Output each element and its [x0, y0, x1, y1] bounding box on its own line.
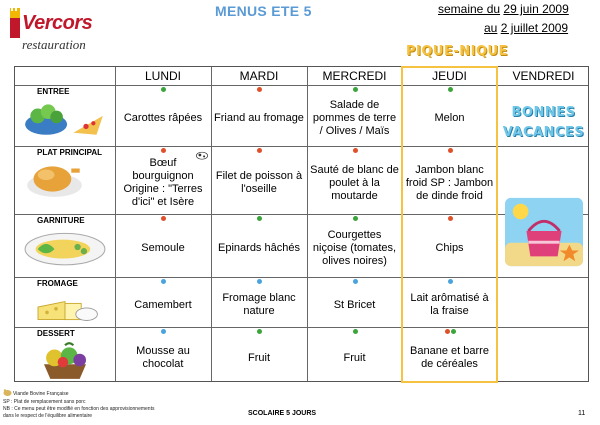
nutrition-dot: [257, 87, 262, 92]
nutrition-dot: [353, 329, 358, 334]
grid-row-divider: [15, 85, 588, 86]
menu-cell: Salade de pommes de terre / Olives / Maïs: [312, 99, 397, 137]
nutrition-dot: [161, 279, 166, 284]
friday-vacances-message: [497, 103, 590, 143]
grid-row-divider: [15, 214, 588, 215]
page-title: MENUS ETE 5: [215, 3, 312, 19]
menu-cell: Sauté de blanc de poulet à la moutarde: [310, 163, 399, 202]
menu-cell: Courgettes niçoise (tomates, olives noires): [312, 229, 397, 267]
chicken-icon: [23, 158, 107, 200]
page-number: 11: [578, 410, 586, 417]
menu-cell: Friand au fromage: [214, 112, 304, 124]
nutrition-dot: [353, 148, 358, 153]
legend-nb-2: dans le respect de l'équilibre alimentaire: [3, 413, 93, 419]
nutrition-dot: [353, 87, 358, 92]
nutrition-dot: [257, 148, 262, 153]
row-label-plat-principal: PLAT PRINCIPAL: [37, 148, 103, 157]
vercors-tower-logo-icon: [10, 8, 20, 38]
column-header-mardi: MARDI: [239, 69, 279, 83]
menu-cell: Filet de poisson à l'oseille: [215, 170, 303, 195]
nutrition-dot: [257, 216, 262, 221]
row-icon-wrap: [23, 97, 107, 144]
beef-origin-icon: [3, 388, 12, 397]
row-label-garniture: GARNITURE: [37, 216, 85, 225]
row-icon-wrap: [23, 339, 107, 386]
beach-bag-icon: [505, 197, 583, 267]
column-header-mercredi: MERCREDI: [322, 69, 387, 83]
menu-cell: Fromage blanc nature: [222, 292, 296, 317]
menu-cell: Epinards hâchés: [218, 242, 300, 254]
legend-nb: NB : Ce menu peut être modifié en fonction des approvisionnements: [3, 406, 155, 412]
grid-row-divider: [15, 277, 588, 278]
nutrition-dot: [161, 148, 166, 153]
row-icon-wrap: [23, 289, 107, 330]
week-to: au: [484, 21, 498, 35]
week-prefix: semaine du: [438, 2, 501, 16]
logo-brand: Vercors: [22, 12, 93, 34]
salad-icon: [23, 97, 107, 139]
menu-cell: Fruit: [248, 351, 270, 364]
row-label-dessert: DESSERT: [37, 329, 75, 338]
menu-cell: Semoule: [141, 242, 185, 254]
row-icon-wrap: [23, 226, 107, 273]
week-end-date: 2 juillet 2009: [500, 21, 569, 35]
nutrition-dot: [161, 216, 166, 221]
cheese-icon: [23, 289, 107, 325]
beach-bag-wrap: [505, 197, 583, 272]
menu-cell: Chips: [435, 242, 464, 254]
menu-cell: Bœuf bourguignon Origine : "Terres d'ici" et Isère: [123, 157, 203, 208]
logo-subtitle: restauration: [22, 37, 86, 52]
menu-cell: Fruit: [343, 351, 366, 364]
nutrition-dot: [257, 329, 262, 334]
week-start-date: 29 juin 2009: [503, 2, 569, 16]
row-label-fromage: FROMAGE: [37, 279, 78, 288]
column-header-jeudi: JEUDI: [432, 69, 467, 83]
row-label-entree: ENTREE: [37, 87, 70, 96]
menu-cell: Jambon blanc froid SP : Jambon de dinde froid: [405, 163, 494, 202]
picnic-thursday-frame: [401, 66, 498, 383]
column-header-vendredi: VENDREDI: [512, 69, 575, 83]
menu-cell: Melon: [434, 112, 465, 124]
legend-sp: SP : Plat de remplacement sans porc: [3, 399, 86, 405]
grid-row-divider: [15, 146, 588, 147]
menu-cell: Lait arômatisé à la fraise: [410, 292, 489, 317]
fruit-basket-icon: [23, 339, 107, 381]
legend-beef: Viande Bovine Française: [13, 391, 69, 397]
menu-cell: Mousse au chocolat: [136, 345, 190, 370]
garnish-plate-icon: [23, 226, 107, 268]
footer-center: SCOLAIRE 5 JOURS: [248, 410, 317, 417]
nutrition-dot: [353, 279, 358, 284]
nutrition-dot: [161, 329, 166, 334]
vacances-line: BONNES: [511, 105, 576, 120]
menu-cell: St Bricet: [333, 298, 376, 311]
menu-cell: Camembert: [134, 298, 192, 311]
menu-grid: [14, 66, 589, 382]
nutrition-dot: [353, 216, 358, 221]
menu-cell: Banane et barre de céréales: [410, 345, 489, 370]
vercors-logo: [4, 6, 104, 56]
week-end-line: [484, 21, 568, 35]
nutrition-dot: [161, 87, 166, 92]
row-icon-wrap: [23, 158, 107, 205]
nutrition-dot: [257, 279, 262, 284]
picnic-label: PIQUE-NIQUE: [406, 44, 508, 59]
week-start-line: [438, 2, 569, 16]
column-header-lundi: LUNDI: [144, 69, 181, 83]
vacances-line: VACANCES: [502, 125, 585, 140]
menu-cell: Carottes râpées: [123, 112, 203, 124]
